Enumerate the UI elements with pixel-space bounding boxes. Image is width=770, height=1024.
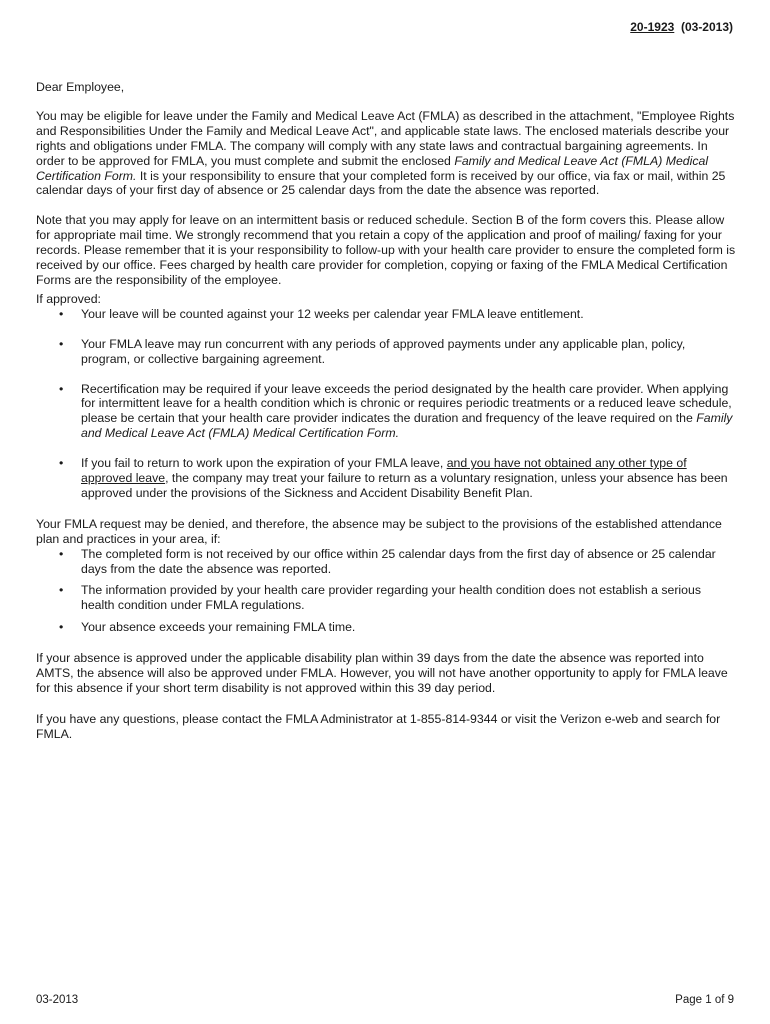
list-item <box>36 456 736 501</box>
approved-conditions-list <box>36 307 736 501</box>
paragraph-disability-plan: If your absence is approved under the applicable disability plan within 39 days from the date the absence was reported into AMTS, the absence will also be approved under FMLA. However, you will not have another opportunity to apply for FMLA leave for this absence if your short term disability is not approved within this 39 day period. <box>36 651 728 695</box>
bullet-icon: • <box>59 381 64 396</box>
salutation: Dear Employee, <box>36 80 125 94</box>
letter-body <box>36 80 736 742</box>
paragraph-eligibility-text-a: You may be eligible for leave under the Family and Medical Leave Act (FMLA) as described in the attachment, "Employee Rights and Responsibilities Under the Family and Medical Leave Act", and applicable state laws. The enclosed materials describe your rights and obligations under FMLA. The company will comply with any state laws and contractual bargaining agreements. In order to be approved for FMLA, you must complete and submit the enclosed <box>36 108 735 168</box>
list-item <box>36 337 736 367</box>
form-identifier <box>630 20 733 35</box>
paragraph-eligibility-text-b: It is your responsibility to ensure that your completed form is received by our office, via fax or mail, within 25 calendar days of your first day of absence or 25 calendar days from the date the absence was reported. <box>36 168 726 198</box>
list-item-text: The information provided by your health care provider regarding your health condition does not establish a serious health condition under FMLA regulations. <box>81 583 701 613</box>
denial-conditions-list <box>36 547 736 636</box>
list-item <box>36 382 736 442</box>
list-item <box>36 620 736 635</box>
paragraph-contact: If you have any questions, please contact the FMLA Administrator at 1-855-814-9344 or visit the Verizon e-web and search for FMLA. <box>36 711 721 741</box>
page-number: Page 1 of 9 <box>675 994 734 1006</box>
list-item-text: The completed form is not received by our office within 25 calendar days from the first day of absence or 25 calendar days from the date the absence was reported. <box>81 546 716 576</box>
bullet-icon: • <box>59 546 64 561</box>
list-item-text: Your FMLA leave may run concurrent with any periods of approved payments under any applicable plan, policy, program, or collective bargaining agreement. <box>81 336 686 366</box>
footer-revision-date: 03-2013 <box>36 994 79 1006</box>
list-item-text: Your leave will be counted against your 12 weeks per calendar year FMLA leave entitlement. <box>81 306 584 321</box>
form-number: 20-1923 <box>630 20 675 34</box>
bullet-icon: • <box>59 336 64 351</box>
bullet-icon: • <box>59 620 64 635</box>
list-item-text: If you fail to return to work upon the expiration of your FMLA leave, <box>81 456 447 471</box>
underlined-condition: and you have not obtained any other type of approved leave <box>81 456 687 486</box>
list-item <box>36 583 736 613</box>
certification-form-title: Family and Medical Leave Act (FMLA) Medical Certification Form. <box>81 411 733 441</box>
denial-intro-paragraph: Your FMLA request may be denied, and therefore, the absence may be subject to the provisions of the established attendance plan and practices in your area, if: <box>36 516 722 546</box>
certification-form-title: Family and Medical Leave Act (FMLA) Medical Certification Form. <box>36 153 709 183</box>
bullet-icon: • <box>59 583 64 598</box>
list-item <box>36 307 736 322</box>
list-item-text: Recertification may be required if your leave exceeds the period designated by the health care provider. When applying for intermittent leave for a health condition which is chronic or requires periodic treatments or a reduced leave schedule, please be certain that your health care provider indicates the duration and frequency of the leave required on the <box>81 381 732 426</box>
if-approved-heading: If approved: <box>36 291 101 306</box>
bullet-icon: • <box>59 456 64 471</box>
list-item-text: Your absence exceeds your remaining FMLA time. <box>81 620 356 635</box>
paragraph-eligibility <box>36 109 736 198</box>
paragraph-intermittent-leave: Note that you may apply for leave on an intermittent basis or reduced schedule. Section B of the form covers this. Please allow for appropriate mail time. We strongly recommend that you retain a copy of the application and proof of mailing/ faxing for your records. Please remember that it is your responsibility to follow-up with your health care provider to ensure the completed form is received by our office. Fees charged by health care provider for completion, copying or faxing of the FMLA Medical Certification Forms are the responsibility of the employee. <box>36 213 736 287</box>
list-item <box>36 547 736 577</box>
list-item-text: , the company may treat your failure to return as a voluntary resignation, unless your absence has been approved under the provisions of the Sickness and Accident Disability Benefit Plan. <box>81 471 728 500</box>
form-revision-date: (03-2013) <box>680 20 733 34</box>
bullet-icon: • <box>59 306 64 321</box>
